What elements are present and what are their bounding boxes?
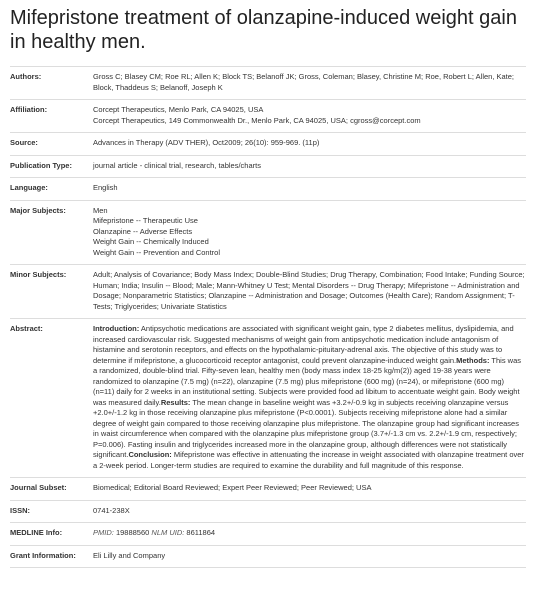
medline-info-label: MEDLINE Info:: [10, 528, 63, 537]
abstract-text: [93, 324, 526, 471]
journal-subset-row: [10, 478, 526, 501]
major-subjects-label: Major Subjects:: [10, 205, 66, 215]
authors-label: Authors:: [10, 72, 42, 81]
major-subjects-list: [93, 206, 526, 259]
journal-subset-value: Biomedical; Editorial Board Reviewed; Expert Peer Reviewed; Peer Reviewed; USA: [93, 483, 372, 492]
abstract-conclusion-heading: Conclusion:: [128, 450, 172, 459]
abstract-intro-text: Antipsychotic medications are associated with significant weight gain, type 2 diabetes mellitus, dyslipidemia, and increased cardiovascular risk. Suggested mechanisms of weight gain from antipsychotic medication include antagonism of histamine and serotonin receptors, and effects on the hypothalamic-pituitary-adrenal axis. The objective of this study was to determine if mifepristone, a glucocorticoid receptor antagonist, could prevent olanzapine-induced weight gain.: [93, 324, 514, 365]
page-title: Mifepristone treatment of olanzapine-induced weight gain in healthy men.: [10, 7, 517, 53]
authors-value: Gross C; Blasey CM; Roe RL; Allen K; Block TS; Belanoff JK; Gross, Coleman; Blasey, Christine M; Roe, Robert L; Allen, Kate; Block, Thaddeus S; Belanoff, Joseph K: [93, 72, 515, 92]
minor-subjects-row: [10, 265, 526, 319]
grant-information-value: Eli Lilly and Company: [93, 550, 166, 560]
major-subject-item[interactable]: Men: [93, 205, 108, 215]
language-value: English: [93, 183, 118, 192]
source-row: [10, 133, 526, 156]
issn-label: ISSN:: [10, 505, 31, 515]
grant-information-row: [10, 546, 526, 569]
minor-subjects-label: Minor Subjects:: [10, 270, 67, 279]
affiliation-line: Corcept Therapeutics, 149 Commonwealth Dr., Menlo Park, CA 94025, USA; cgross@corcept.com: [93, 115, 421, 125]
major-subject-item[interactable]: Olanzapine -- Adverse Effects: [93, 226, 193, 236]
abstract-row: [10, 319, 526, 478]
affiliation-row: [10, 100, 526, 133]
abstract-methods-text: This was a randomized, double-blind trial. Fifty-seven lean, healthy men (body mass index 18-25 kg/m(2)) aged 19-38 years were randomized to olanzapine (7.5 mg) (n=22), olanzapine (7.5 mg) plus mifepristone (600 mg) (n=24), or mifepristone (600 mg) (n=11) daily for 2 weeks in an institutional setting. Subjects were provided food ad libitum to accentuate weight gain. Body weight was measured daily.: [93, 355, 522, 407]
abstract-results-heading: Results:: [160, 397, 191, 407]
medline-info-value: [93, 528, 526, 539]
abstract-label: Abstract:: [10, 324, 43, 333]
medline-info-row: [10, 523, 526, 546]
affiliation-line: Corcept Therapeutics, Menlo Park, CA 94025, USA: [93, 105, 264, 114]
issn-row: [10, 501, 526, 524]
source-label: Source:: [10, 138, 38, 147]
major-subjects-row: [10, 201, 526, 266]
affiliation-value: [93, 105, 526, 126]
nlm-uid-value: 8611864: [186, 528, 216, 537]
source-value: Advances in Therapy (ADV THER), Oct2009; 26(10): 959-969. (11p): [93, 138, 320, 147]
pmid-label: PMID:: [93, 528, 114, 537]
pmid-value: 19888560: [115, 528, 150, 537]
abstract-conclusion-text: Mifepristone was effective in attenuating the increase in weight associated with olanzapine treatment over a 2-week period. Longer-term studies are required to examine the durability and full magnitude of this response.: [93, 450, 524, 470]
affiliation-label: Affiliation:: [10, 105, 48, 114]
authors-row: [10, 67, 526, 100]
publication-type-row: [10, 156, 526, 179]
major-subject-item[interactable]: Weight Gain -- Prevention and Control: [93, 247, 221, 257]
abstract-intro-heading: Introduction:: [93, 324, 140, 333]
language-label: Language:: [10, 183, 48, 192]
publication-type-value: journal article - clinical trial, research, tables/charts: [93, 160, 261, 170]
minor-subjects-value: Adult; Analysis of Covariance; Body Mass Index; Double-Blind Studies; Drug Therapy, Combination; Food Intake; Funding Source; Human; India; Insulin -- Blood; Male; Mann-Whitney U Test; Mental Disorders -- Drug Therapy; Mifepristone -- Administration and Dosage; Nonparametric Statistics; Olanzapine -- Administration and Dosage; Outcomes (Health Care); Random Assignment; T-Tests; Triglycerides; Univariate Statistics: [93, 270, 525, 311]
abstract-methods-heading: Methods:: [456, 355, 490, 365]
journal-subset-label: Journal Subset:: [10, 483, 67, 492]
issn-value: 0741-238X: [93, 505, 130, 515]
major-subject-item[interactable]: Weight Gain -- Chemically Induced: [93, 237, 209, 246]
abstract-results-text: The mean change in baseline weight was +3.2+/-0.9 kg in subjects receiving olanzapine versus +2.0+/-1.2 kg in those receiving olanzapine plus mifepristone (P<0.0001). Subjects receiving mifepristone alone had a similar degree of weight gain compared to those receiving olanzapine plus mifepristone. The olanzapine group had significant increases in waist circumference when compared with the olanzapine plus mifepristone group (3.7+/-1.3 cm vs. 2.2+/-1.9 cm, respectively; P=0.006). Fasting insulin and triglycerides increased more in the olanzapine group, although differences were not statistically significant.: [93, 397, 519, 459]
nlm-uid-label: NLM UID:: [151, 528, 185, 537]
language-row: [10, 178, 526, 201]
major-subject-item[interactable]: Mifepristone -- Therapeutic Use: [93, 216, 198, 225]
grant-information-label: Grant Information:: [10, 550, 76, 560]
publication-type-label: Publication Type:: [10, 160, 72, 170]
